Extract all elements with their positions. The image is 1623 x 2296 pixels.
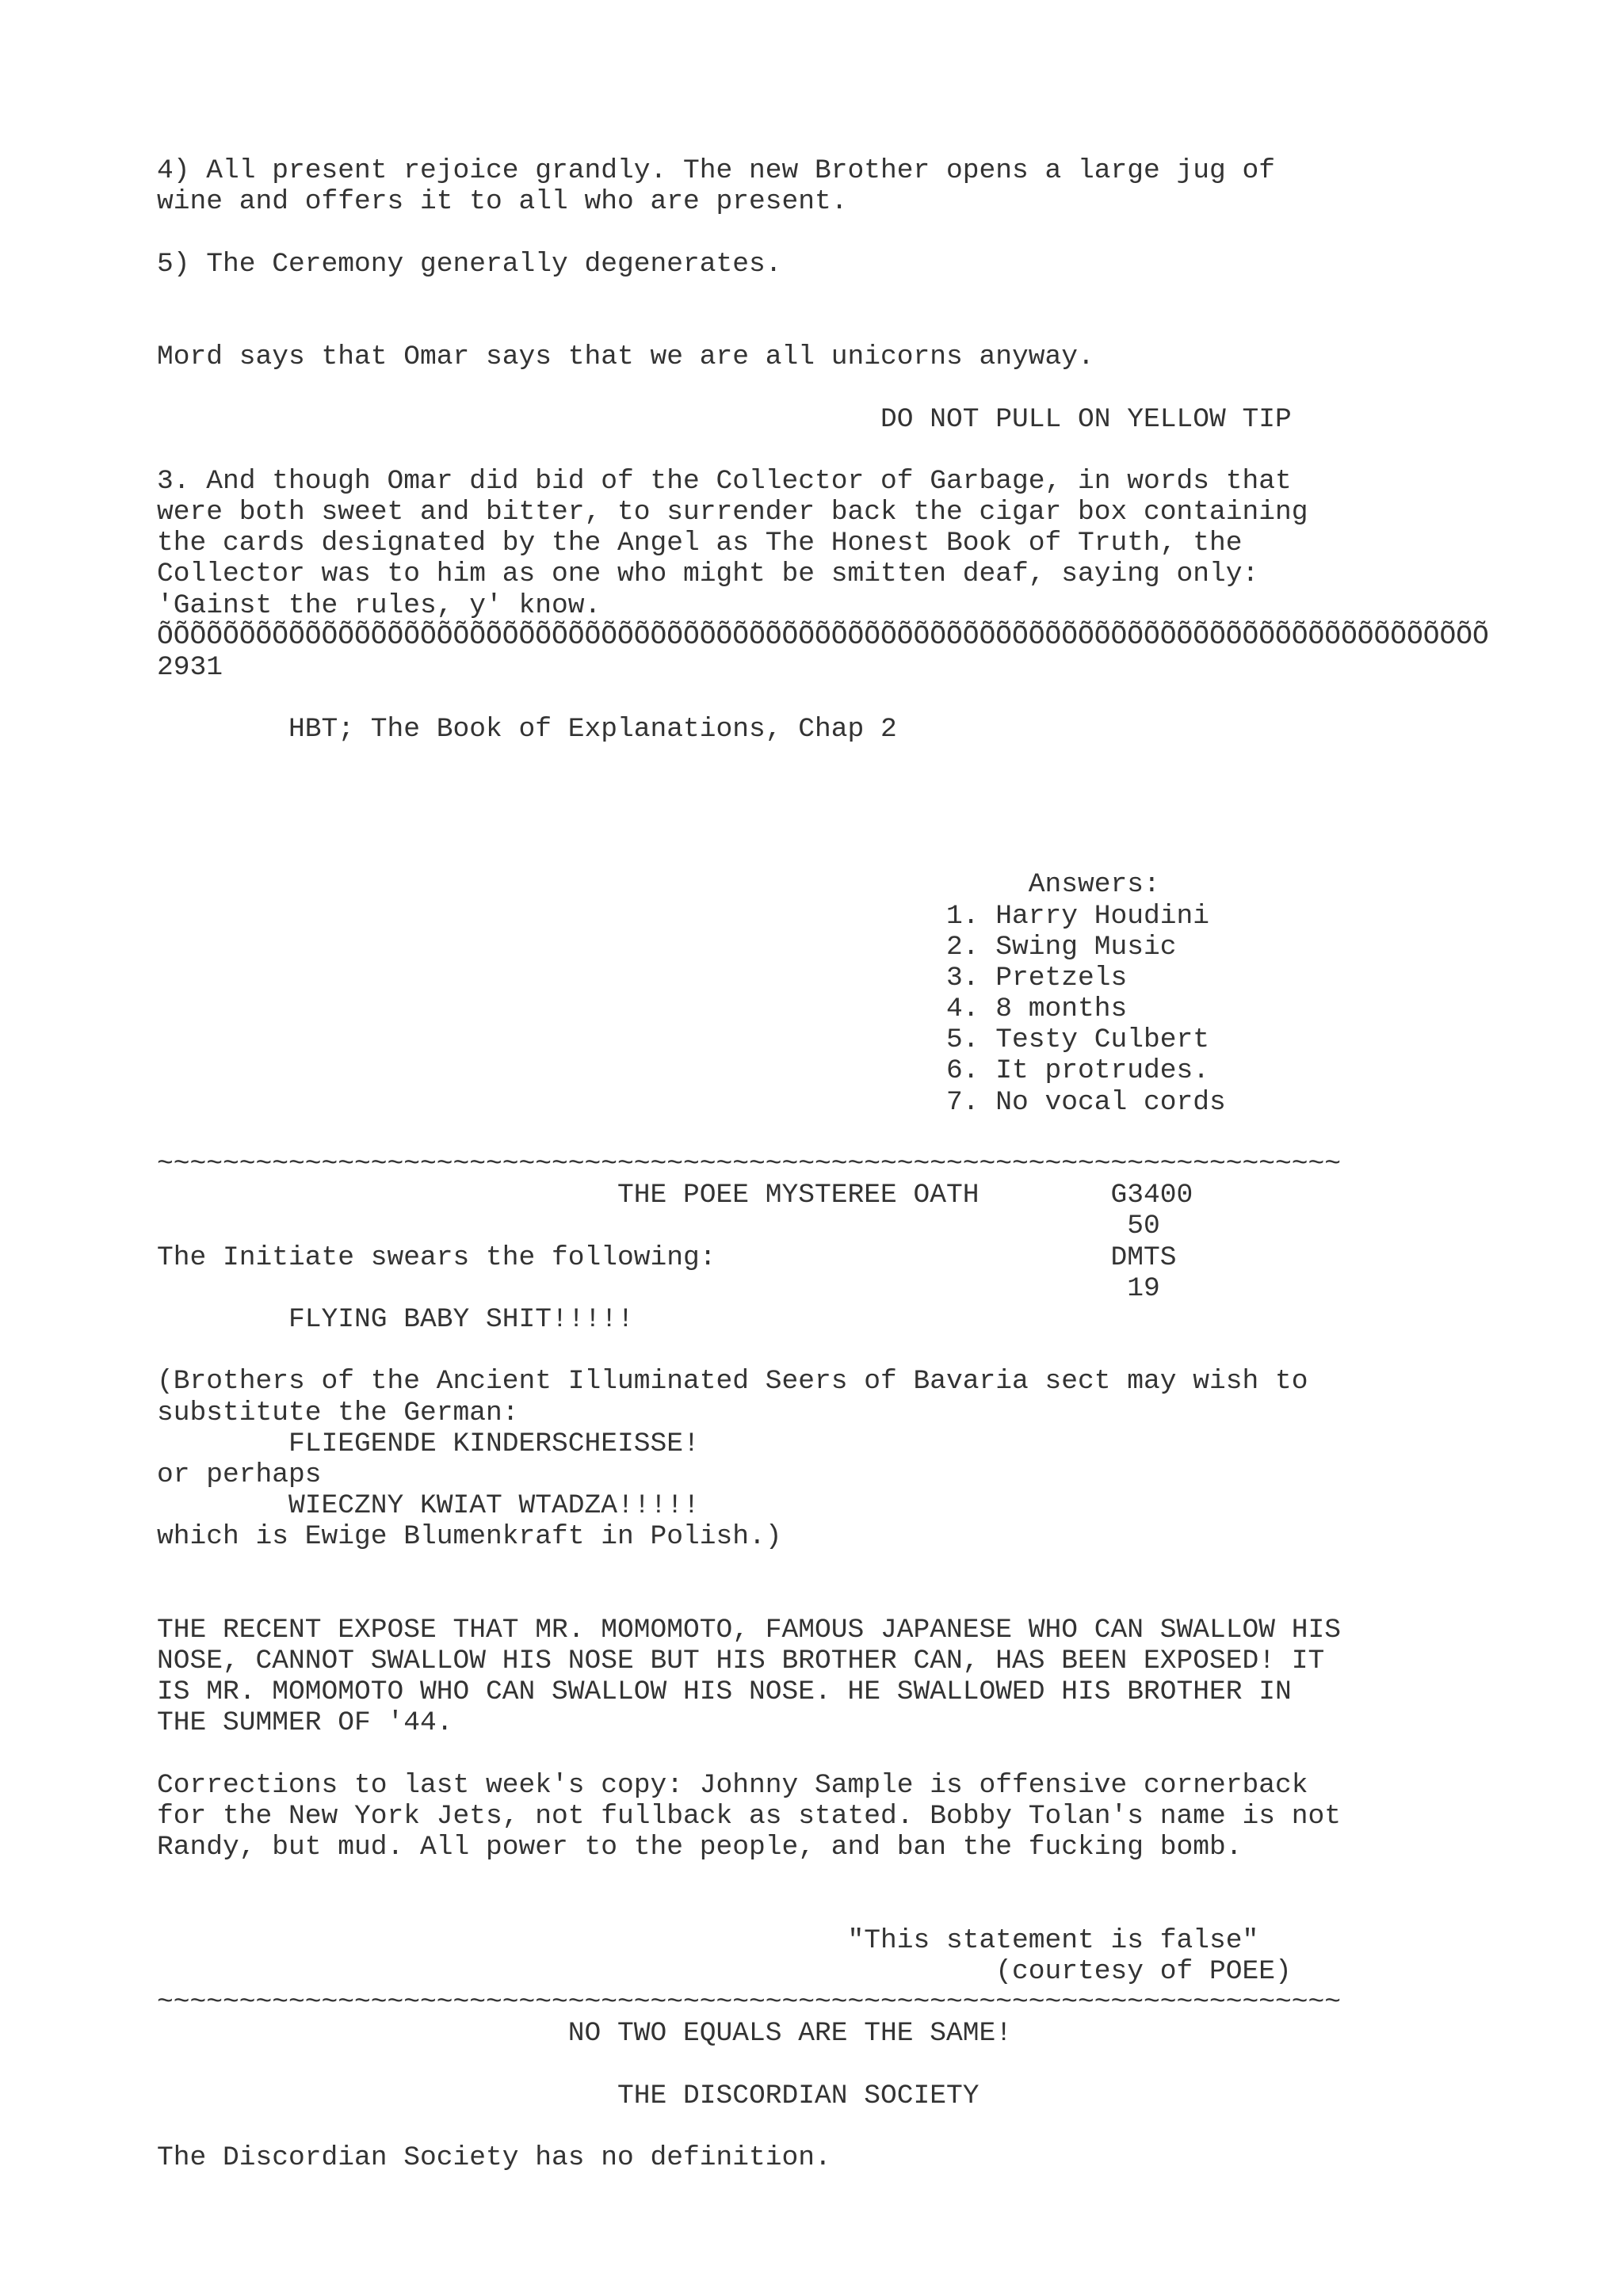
text-line: 'Gainst the rules, y' know. <box>157 589 601 621</box>
text-line: The Initiate swears the following: DMTS <box>157 1241 1177 1273</box>
text-line: 6. It protrudes. <box>157 1055 1210 1087</box>
text-line: THE RECENT EXPOSE THAT MR. MOMOMOTO, FAMOUS JAPANESE WHO CAN SWALLOW HIS <box>157 1614 1342 1646</box>
text-line: substitute the German: <box>157 1397 519 1428</box>
text-line: Mord says that Omar says that we are all unicorns anyway. <box>157 341 1094 373</box>
text-line <box>157 435 1489 466</box>
text-line: 50 <box>157 1211 1160 1242</box>
text-line: THE POEE MYSTEREE OATH G3400 <box>157 1180 1193 1211</box>
text-line: were both sweet and bitter, to surrender back the cigar box containing <box>157 497 1308 528</box>
text-line <box>157 746 1489 776</box>
text-line: (Brothers of the Ancient Illuminated Seers of Bavaria sect may wish to <box>157 1366 1308 1398</box>
text-line <box>157 1584 1489 1615</box>
text-line: NOSE, CANNOT SWALLOW HIS NOSE BUT HIS BROTHER CAN, HAS BEEN EXPOSED! IT <box>157 1646 1325 1676</box>
text-line: ÕÕÕÕÕÕÕÕÕÕÕÕÕÕÕÕÕÕÕÕÕÕÕÕÕÕÕÕÕÕÕÕÕÕÕÕÕÕÕÕÕÕÕÕÕÕÕÕÕÕÕÕÕÕÕÕÕÕÕÕÕÕÕÕÕÕÕÕÕÕÕÕÕÕÕÕÕÕÕÕÕ <box>157 620 1489 652</box>
text-line: Collector was to him as one who might be smitten deaf, saying only: <box>157 559 1259 590</box>
text-line <box>157 1552 1489 1583</box>
text-line <box>157 217 1489 248</box>
text-line <box>157 2111 1489 2142</box>
text-line: which is Ewige Blumenkraft in Polish.) <box>157 1521 782 1553</box>
text-line: wine and offers it to all who are present. <box>157 186 848 218</box>
text-line: the cards designated by the Angel as The Honest Book of Truth, the <box>157 528 1243 559</box>
text-line: NO TWO EQUALS ARE THE SAME! <box>157 2018 1013 2050</box>
text-line <box>157 1894 1489 1925</box>
text-line: IS MR. MOMOMOTO WHO CAN SWALLOW HIS NOSE. HE SWALLOWED HIS BROTHER IN <box>157 1676 1292 1708</box>
text-line: The Discordian Society has no definition. <box>157 2142 831 2173</box>
text-line <box>157 280 1489 311</box>
text-line: (courtesy of POEE) <box>157 1955 1292 1987</box>
text-line <box>157 1335 1489 1366</box>
document-text <box>157 155 1489 2173</box>
text-line: THE SUMMER OF '44. <box>157 1707 453 1739</box>
text-line: Answers: <box>157 869 1160 901</box>
text-line <box>157 372 1489 403</box>
text-line: WIECZNY KWIAT WTADZA!!!!! <box>157 1490 700 1522</box>
text-line: Randy, but mud. All power to the people, and ban the fucking bomb. <box>157 1832 1243 1863</box>
text-line: 3. And though Omar did bid of the Collector of Garbage, in words that <box>157 465 1292 497</box>
text-line <box>157 2049 1489 2080</box>
text-line <box>157 807 1489 838</box>
text-line: FLYING BABY SHIT!!!!! <box>157 1303 634 1335</box>
text-line: 1. Harry Houdini <box>157 900 1210 932</box>
text-line: Corrections to last week's copy: Johnny Sample is offensive cornerback <box>157 1769 1308 1801</box>
text-line: ~~~~~~~~~~~~~~~~~~~~~~~~~~~~~~~~~~~~~~~~~~~~~~~~~~~~~~~~~~~~~~~~~~~~~~~~ <box>157 1149 1342 1180</box>
text-line: "This statement is false" <box>157 1924 1259 1956</box>
text-line: for the New York Jets, not fullback as stated. Bobby Tolan's name is not <box>157 1800 1342 1832</box>
text-line: 5) The Ceremony generally degenerates. <box>157 248 782 280</box>
text-line: 19 <box>157 1272 1160 1304</box>
text-line: 4. 8 months <box>157 994 1128 1025</box>
text-line: 2931 <box>157 652 223 683</box>
text-line: DO NOT PULL ON YELLOW TIP <box>157 403 1292 435</box>
text-line: FLIEGENDE KINDERSCHEISSE! <box>157 1428 700 1459</box>
text-line <box>157 683 1489 714</box>
text-line: 5. Testy Culbert <box>157 1024 1210 1056</box>
text-line <box>157 776 1489 807</box>
text-line <box>157 838 1489 869</box>
text-line: HBT; The Book of Explanations, Chap 2 <box>157 714 897 746</box>
text-line: 4) All present rejoice grandly. The new Brother opens a large jug of <box>157 155 1276 186</box>
text-line <box>157 1863 1489 1894</box>
text-line: 2. Swing Music <box>157 931 1177 963</box>
text-line: 3. Pretzels <box>157 962 1128 994</box>
text-line: or perhaps <box>157 1459 322 1490</box>
text-line <box>157 1118 1489 1149</box>
text-line <box>157 1739 1489 1770</box>
text-line <box>157 311 1489 341</box>
text-line: THE DISCORDIAN SOCIETY <box>157 2080 980 2111</box>
text-line: ~~~~~~~~~~~~~~~~~~~~~~~~~~~~~~~~~~~~~~~~~~~~~~~~~~~~~~~~~~~~~~~~~~~~~~~~ <box>157 1987 1342 2019</box>
text-line: 7. No vocal cords <box>157 1086 1226 1118</box>
